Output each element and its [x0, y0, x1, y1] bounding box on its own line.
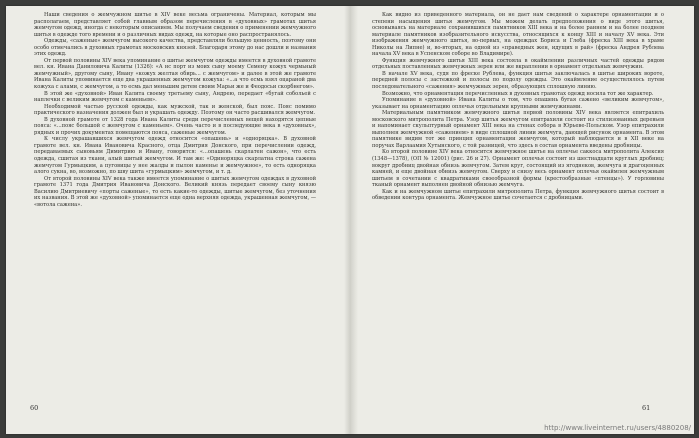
- left-paragraph-6: В духовной грамоте от 1328 года Ивана Калиты среди перечисленных вещей находятся цепные пояса: «...пояс большой с жемчугом с каменьем». Очень часто и в последующие века в «духовных», рядных и прочих документах помещаются пояса, саженые жемчугом.: [34, 116, 316, 136]
- right-page-number: 61: [642, 404, 651, 412]
- right-paragraph-7: Ко второй половине XIV века относится жемчужное шитье на оплечье саккоса митрополита Алексия (1348—1378), (ОП № 12001) (рис. 26 и 27). Орнамент оплечья состоит из шестнадцати круглых дробниц; вокруг дробниц двойная обнизь жемчугом. Затем круг, состоящий из ягоднеков, жемчуга и драгоценных камней, и еще двойная обнизь жемчугом. Сверху и снизу весь орнамент оплечья окаймлен жемчужным шитьем в сочетании с квадратиками своеобразной формы (крестообразные «птенцы»). У горловины тканый орнамент выполнен двойной обнизью жемчуга.: [372, 149, 664, 189]
- right-paragraph-4: Возможно, что орнаментация перечисленных в духовных грамотах одежд носила тот же характер.: [382, 90, 654, 97]
- left-paragraph-7: К числу украшавшихся жемчугом одежд относится «опашень» и «одноряцка». В духовной грамоте вел. кн. Ивана Ивановича Красного, отца Дмитрия Донского, при перечислении одежд, передаваемых сыновьям Димитрию и Ивану, говорится: «...опашень скарлатен сажон», что есть одежда, сшитая из ткани, алый шитый жемчугом. И там же: «Одиноряцка скарлатна строка сажена жемчугом Гурмыцким, а пуговицы у нее жалды и пылон каменье и жемчужное», то есть одноряцка алого сукна, во, возможно, по шву шита «гурмыцким» жемчугом, и т. д.: [34, 136, 316, 176]
- left-paragraph-4: В этой же «духовной» Иван Калита своему третьему сыну, Андрею, передает «бугай собольей с наплечки с великим жемчугом с каменьем».: [34, 90, 316, 104]
- book-gutter: [344, 6, 358, 434]
- left-paragraph-8: От второй половины XIV века также имеется упоминание о шитых жемчугом одеждах в духовной грамоте 1371 года Дмитрия Ивановича Донского. Великий князь передает своему сыну князю Василию Дмитриевичу «порты саженые», то есть какие-то одежды, шитые жемчугом, без уточнения их названия. В этой же «духовной» упоминается еще одна верхняя одежда, украшенная жемчугом, — «вотола сажена».: [34, 175, 316, 208]
- right-paragraph-6: Материальным памятником жемчужного шитья первой половины XIV века является епитрахиль московского митрополита Петра. Узор шитья жемчугом епитрахили состоит из стилизованных деревьев и напоминает скульптурный орнамент XIII века на стенах собора в Юрьеве-Польском. Узор епитрахили выполнен жемчужной «сажением» в виде сплошной линии жемчуга, дающей рисунок орнамента. В этом памятнике видим тот же принцип орнаментации жемчугом, который наблюдается и в XII веке на поручах Варлаамия Хутынского, с той разницей, что здесь в состав орнамента введены дробницы.: [372, 110, 664, 149]
- left-page-number: 60: [30, 404, 39, 412]
- right-paragraph-2: Функция жемчужного шитья XIII века состояла в окаймлении различных частей одежды рядом отдельных поставленных жемчужных зерен или же вкраплении в орнамент отдельных жемчужин.: [372, 57, 664, 71]
- left-paragraph-5: Необходимой частью русской одежды, как мужской, так и женской, был пояс. Пояс помимо практического назначения должен был и украшать одежду. Поэтому он часто расшивался жемчугом.: [34, 103, 316, 117]
- left-paragraph-3: От первой половины XIV века упоминание о шитье жемчугом одежды имеется в духовной грамоте вел. кн. Ивана Даниловича Калиты (1326): «А нс порт из моих сыну моему Семену кожух чермьный жемчужный», другому сыну, Ивану «кожух желтая обирь... с жемчугом» и далее в этой же грамоте Ивана Калиты упоминается еще два украшенных жемчугом кожуха: «...а что есмь взял оцараной два кожуха с алами, с жемчугом, а то есмь дал меньшим детем своим Марьи же и Феодосьи скорбнегом».: [34, 57, 316, 91]
- watermark-url: http://www.liveinternet.ru/users/4880208/: [544, 424, 691, 432]
- left-paragraph-1: Наши сведения о жемчужном шитье в XIV веке весьма ограничены. Материал, которым мы располагаем, представляет собой главным образом перечисления в «духовных» грамотах шитья жемчугом одежд, иногда с некоторым описанием. Мы получаем сведения о применении жемчужного шитья в одежде того времени и о различных видах одежд, на которые оно распространялось.: [34, 12, 316, 38]
- right-paragraph-8: Как и на жемчужном шитье епитрахили митрополита Петра, функция жемчужного шитья состоит в обведении контура орнамента. Жемчужное шитье сочетается с дробницами.: [372, 188, 664, 202]
- right-page: [372, 12, 664, 202]
- left-paragraph-2: Одежды, «саженые» жемчугом высокого качества, представляли большую ценность, поэтому они особо отмечались в духовных грамотах московских князей. Благодаря этому до нас дошли и названия этих одежд.: [34, 38, 316, 58]
- right-paragraph-5: Упоминание в «духовной» Ивана Калиты о том, что опашень бугая сажено «великим жемчугом», указывает на орнаментацию оплечья отдельными крупными жемчужинами.: [372, 97, 664, 110]
- left-page: [34, 12, 316, 208]
- right-paragraph-3: В начале XV века, судя по фреске Рублева, функция шитья заключалась в шитье широких вороте, передней полосы с застежкой и полосы по подолу одежды. Это окаймление осуществлялось путем последовательного «сажения» жемчужных зерен, образующих сплошную линию.: [372, 70, 664, 91]
- right-paragraph-1: Как видно из приведенного материала, он не дает нам сведений о характере орнаментации и о степени насыщения шитья жемчугом. Мы можем делать предположения о виде этого шитья, основываясь на материале сохранившихся памятников XIII века и на более раннем и на более позднем материале памятников изобразительного искусства, относящихся к концу XIII и началу XV века. Эти изображения жемчужного шитья, во-первых, на одеждах Бориса и Глеба (фреска XIII века в храме Николы на Липне) и, во-вторых, на одной из «праведных жен, идущих в рай» (фреска Андрея Рублева начала XV века в Успенском соборе во Владимире).: [372, 12, 664, 58]
